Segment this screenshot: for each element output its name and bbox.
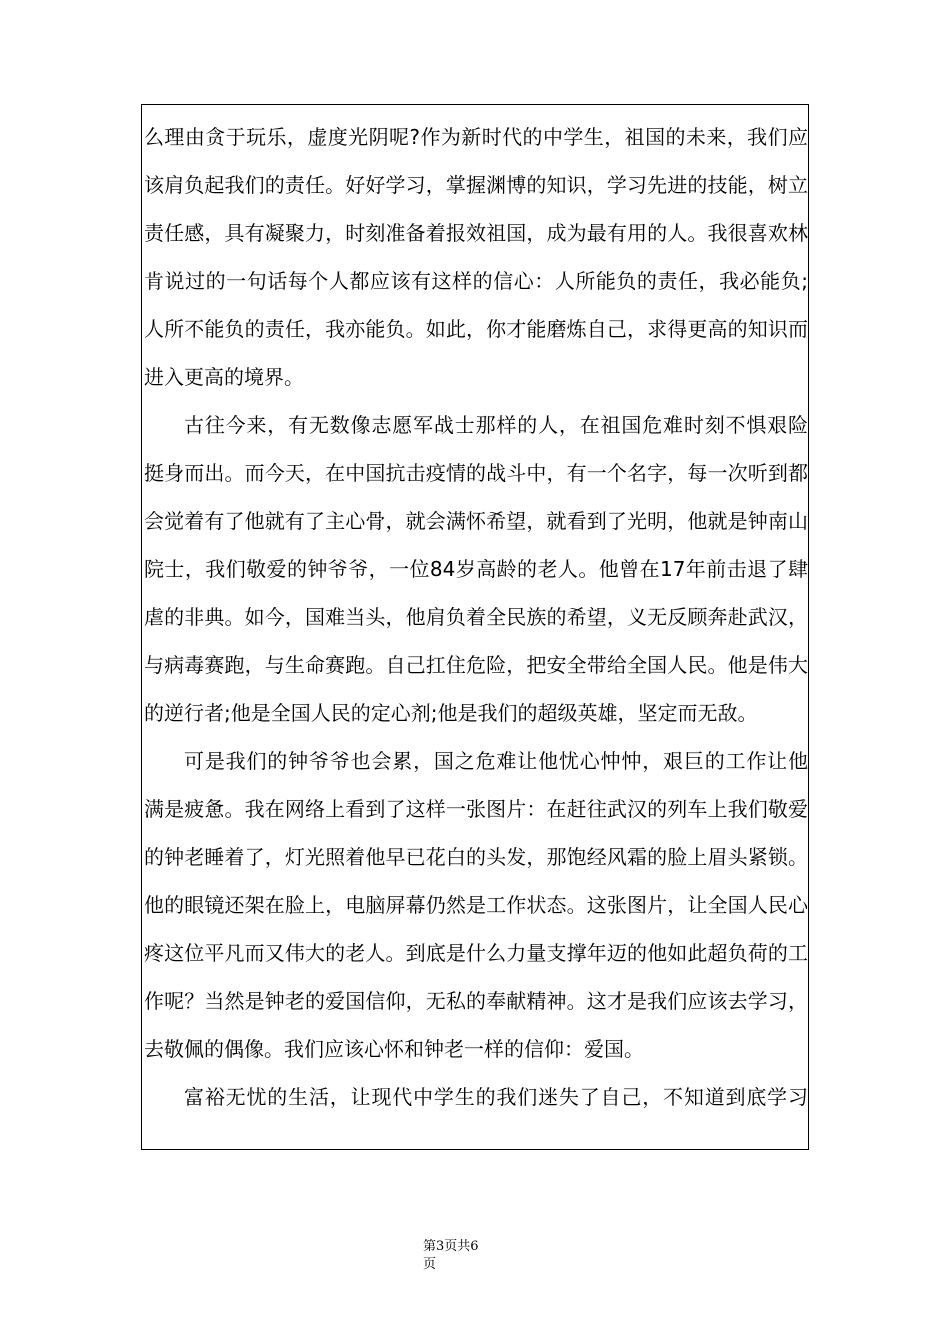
paragraph-first-line: 富裕无忧的生活，让现代中学生的我们迷失了自己，不知道到底学习 xyxy=(184,1085,808,1109)
text-line: 疼这位平凡而又伟大的老人。到底是什么力量支撑年迈的他如此超负荷的工 xyxy=(144,941,808,965)
text-line: 的逆行者;他是全国人民的定心剂;他是我们的超级英雄，坚定而无敌。 xyxy=(144,701,758,725)
text-line: 他的眼镜还架在脸上，电脑屏幕仍然是工作状态。这张图片，让全国人民心 xyxy=(144,893,808,917)
text-line: 该肩负起我们的责任。好好学习，掌握渊博的知识，学习先进的技能，树立 xyxy=(144,173,808,197)
page-number-line: 第3页共6 xyxy=(423,1239,479,1254)
text-line: 作呢？当然是钟老的爱国信仰，无私的奉献精神。这才是我们应该去学习， xyxy=(144,989,808,1013)
text-line: 的钟老睡着了，灯光照着他早已花白的头发，那饱经风霜的脸上眉头紧锁。 xyxy=(144,845,808,869)
paragraph-first-line: 可是我们的钟爷爷也会累，国之危难让他忧心忡忡，艰巨的工作让他 xyxy=(184,749,808,773)
page-number-line: 页 xyxy=(423,1257,437,1272)
text-line: 进入更高的境界。 xyxy=(144,365,304,389)
text-line: 满是疲惫。我在网络上看到了这样一张图片：在赶往武汉的列车上我们敬爱 xyxy=(144,797,808,821)
text-line: 人所不能负的责任，我亦能负。如此，你才能磨炼自己，求得更高的知识而 xyxy=(144,317,808,341)
text-line: 么理由贪于玩乐，虚度光阴呢?作为新时代的中学生，祖国的未来，我们应 xyxy=(144,125,808,149)
text-line: 与病毒赛跑，与生命赛跑。自己扛住危险，把安全带给全国人民。他是伟大 xyxy=(144,653,808,677)
page-number-footer xyxy=(423,1238,523,1274)
paragraph-first-line: 古往今来，有无数像志愿军战士那样的人，在祖国危难时刻不惧艰险 xyxy=(184,413,808,437)
text-line: 挺身而出。而今天，在中国抗击疫情的战斗中，有一个名字，每一次听到都 xyxy=(144,461,808,485)
text-line: 会觉着有了他就有了主心骨，就会满怀希望，就看到了光明，他就是钟南山 xyxy=(144,509,808,533)
page-frame xyxy=(141,104,809,1150)
text-line: 虐的非典。如今，国难当头，他肩负着全民族的希望，义无反顾奔赴武汉， xyxy=(144,605,808,629)
text-line: 肯说过的一句话每个人都应该有这样的信心：人所能负的责任，我必能负; xyxy=(144,269,808,293)
text-line: 责任感，具有凝聚力，时刻准备着报效祖国，成为最有用的人。我很喜欢林 xyxy=(144,221,808,245)
text-line: 院士，我们敬爱的钟爷爷，一位84岁高龄的老人。他曾在17年前击退了肆 xyxy=(144,557,808,581)
text-line: 去敬佩的偶像。我们应该心怀和钟老一样的信仰：爱国。 xyxy=(144,1037,644,1061)
